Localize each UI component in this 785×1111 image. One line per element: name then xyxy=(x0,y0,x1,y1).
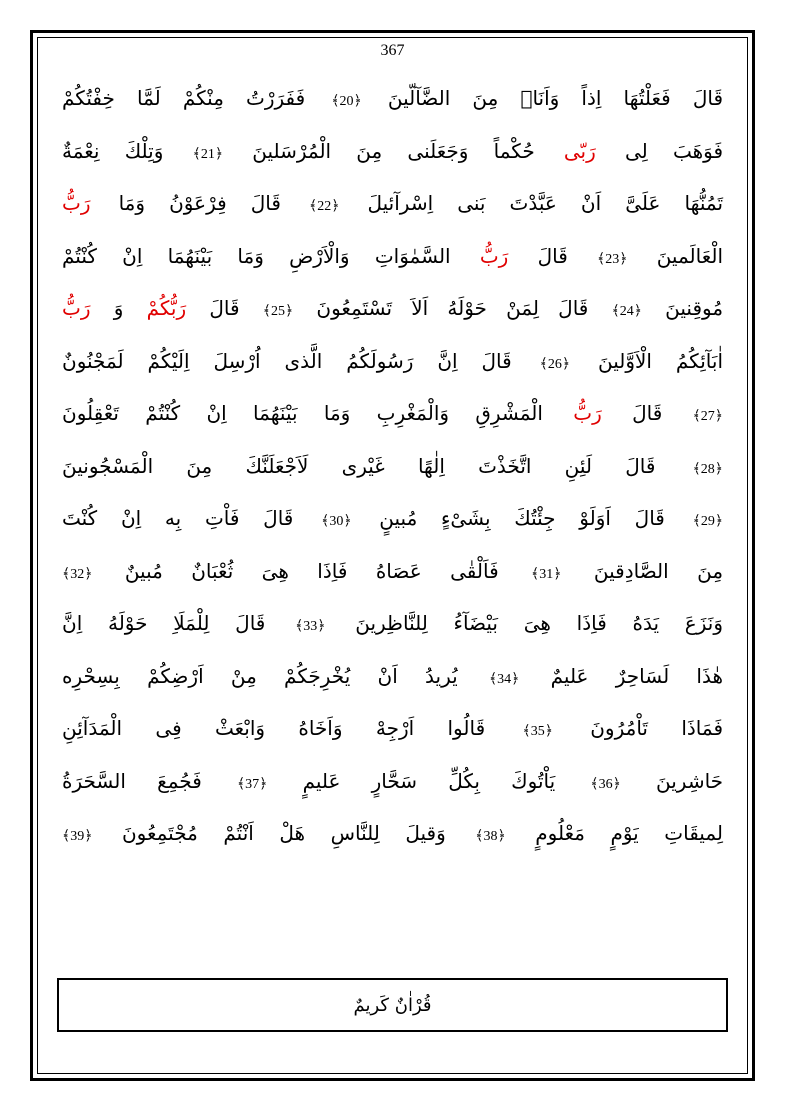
ayah-number: ﴿31﴾ xyxy=(531,566,562,582)
verse-text: الْعَالَمينَ xyxy=(656,243,723,268)
verse-text: قَالُوا اَرْجِهْ وَاَخَاهُ وَابْعَثْ فِى الْمَدَآئِنِ xyxy=(62,716,486,740)
verse-text: قَالَ xyxy=(209,296,240,320)
verse-text: وَنَزَعَ يَدَهُ فَاِذَا هِىَ بَيْضَآءُ لِلنَّاظِرينَ xyxy=(355,611,723,635)
verse-text: فَاَلْقٰى عَصَاهُ فَاِذَا هِىَ ثُعْبَانٌ مُبينٌ xyxy=(124,558,499,583)
ayah-number: ﴿33﴾ xyxy=(295,619,326,634)
ayah-number: ﴿22﴾ xyxy=(309,199,340,214)
highlighted-word: رَبُّ xyxy=(573,401,602,425)
ayah-number: ﴿25﴾ xyxy=(262,304,294,319)
verse-text: الْمَشْرِقِ وَالْمَغْرِبِ وَمَا بَيْنَهُمَا اِنْ كُنْتُمْ تَعْقِلُونَ xyxy=(62,401,543,425)
verse-line xyxy=(60,545,725,598)
ayah-number: ﴿21﴾ xyxy=(192,146,224,162)
highlighted-word: رَبُّ xyxy=(479,243,509,268)
verse-text: السَّمٰوَاتِ وَالْاَرْضِ وَمَا بَيْنَهُمَا اِنْ كُنْتُمْ xyxy=(62,243,451,268)
verse-text: يُريدُ اَنْ يُخْرِجَكُمْ مِنْ اَرْضِكُمْ بِسِحْرِه xyxy=(62,663,458,688)
verse-text: لِميقَاتِ يَوْمٍ مَعْلُومٍ xyxy=(535,821,723,845)
verse-line xyxy=(60,440,725,493)
ayah-number: ﴿37﴾ xyxy=(236,776,268,792)
verse-text: قَالَ لِمَنْ حَوْلَهُ اَلاَ تَسْتَمِعُونَ xyxy=(316,296,589,320)
page-number: 367 xyxy=(380,42,405,59)
ayah-number: ﴿28﴾ xyxy=(692,461,723,477)
verse-line xyxy=(60,702,725,755)
ayah-number: ﴿27﴾ xyxy=(692,409,723,424)
verse-line xyxy=(60,282,725,335)
ayah-number: ﴿23﴾ xyxy=(597,251,628,267)
ayah-number: ﴿35﴾ xyxy=(522,724,553,739)
verse-text: قَالَ xyxy=(632,401,663,425)
verse-line xyxy=(60,125,725,178)
verse-text: قَالَ فِرْعَوْنُ وَمَا xyxy=(118,191,281,215)
verse-line xyxy=(60,72,725,125)
verse-line xyxy=(60,807,725,860)
ayah-number: ﴿26﴾ xyxy=(539,356,571,372)
ayah-number: ﴿29﴾ xyxy=(692,514,724,529)
verse-text-block xyxy=(60,72,725,860)
verse-text: قَالَ اَوَلَوْ جِئْتُكَ بِشَىْءٍ مُبينٍ xyxy=(379,506,665,530)
footer-label: قُرْاٰنٌ كَريمٌ xyxy=(353,994,432,1016)
verse-text: حَاشِرينَ xyxy=(656,768,724,793)
ayah-number: ﴿34﴾ xyxy=(488,671,520,687)
verse-text: حُكْماً وَجَعَلَنى مِنَ الْمُرْسَلينَ xyxy=(252,138,535,163)
highlighted-word: رَبُّ xyxy=(62,191,91,215)
verse-line xyxy=(60,492,725,545)
highlighted-word: رَبُّ xyxy=(62,296,91,320)
verse-text: مُوقِنينَ xyxy=(665,296,724,320)
verse-line xyxy=(60,650,725,703)
verse-text: وَ xyxy=(113,296,124,320)
highlighted-word: رَبّى xyxy=(563,138,596,163)
ayah-number: ﴿30﴾ xyxy=(321,514,352,529)
ayah-number: ﴿36﴾ xyxy=(590,776,621,792)
verse-text: هٰذَا لَسَاحِرٌ عَليمٌ xyxy=(550,663,724,688)
verse-text: قَالَ لَئِنِ اتَّخَذْتَ اِلٰهًا غَيْرى لَاَجْعَلَنَّكَ مِنَ الْمَسْجُونينَ xyxy=(62,453,656,478)
verse-text: وَتِلْكَ نِعْمَةٌ xyxy=(62,138,164,163)
verse-line xyxy=(60,177,725,230)
verse-text: يَاْتُوكَ بِكُلِّ سَحَّارٍ عَليمٍ xyxy=(302,768,556,793)
verse-text: وَقيلَ لِلنَّاسِ هَلْ اَنْتُمْ مُجْتَمِعُونَ xyxy=(121,821,446,845)
verse-text: فَفَرَرْتُ مِنْكُمْ لَمَّا خِفْتُكُمْ xyxy=(62,86,306,110)
verse-line xyxy=(60,597,725,650)
verse-line xyxy=(60,230,725,283)
verse-line xyxy=(60,387,725,440)
verse-text: قَالَ اِنَّ رَسُولَكُمُ الَّذى اُرْسِلَ اِلَيْكُمْ لَمَجْنُونٌ xyxy=(62,348,512,373)
verse-text: فَوَهَبَ لِى xyxy=(625,138,724,163)
verse-text: مِنَ الصَّادِقينَ xyxy=(593,558,724,583)
verse-text: فَجُمِعَ السَّحَرَةُ xyxy=(62,768,202,793)
ayah-number: ﴿39﴾ xyxy=(62,829,93,844)
verse-text: قَالَ لِلْمَلَاِ حَوْلَهُ اِنَّ xyxy=(62,611,266,635)
verse-text: قَالَ فَاْتِ بِه اِنْ كُنْتَ xyxy=(62,506,294,530)
verse-text: تَمُنُّهَا عَلَىَّ اَنْ عَبَّدْتَ بَنى اِسْرآئيلَ xyxy=(367,191,724,215)
verse-text: فَمَاذَا تَاْمُرُونَ xyxy=(590,716,724,740)
footer-box xyxy=(57,978,728,1032)
verse-text: اٰبَآئِكُمُ الْاَوَّلينَ xyxy=(597,348,723,373)
highlighted-word: رَبُّكُمْ xyxy=(146,296,187,320)
verse-text: قَالَ xyxy=(537,243,568,268)
ayah-number: ﴿24﴾ xyxy=(611,304,642,319)
ayah-number: ﴿32﴾ xyxy=(62,566,93,582)
verse-text: قَالَ فَعَلْتُهَا اِذاً وَاَنَا۬ مِنَ الضَّآلّينَ xyxy=(387,86,724,110)
ayah-number: ﴿20﴾ xyxy=(331,94,362,109)
ayah-number: ﴿38﴾ xyxy=(475,829,506,844)
verse-line xyxy=(60,335,725,388)
verse-line xyxy=(60,755,725,808)
